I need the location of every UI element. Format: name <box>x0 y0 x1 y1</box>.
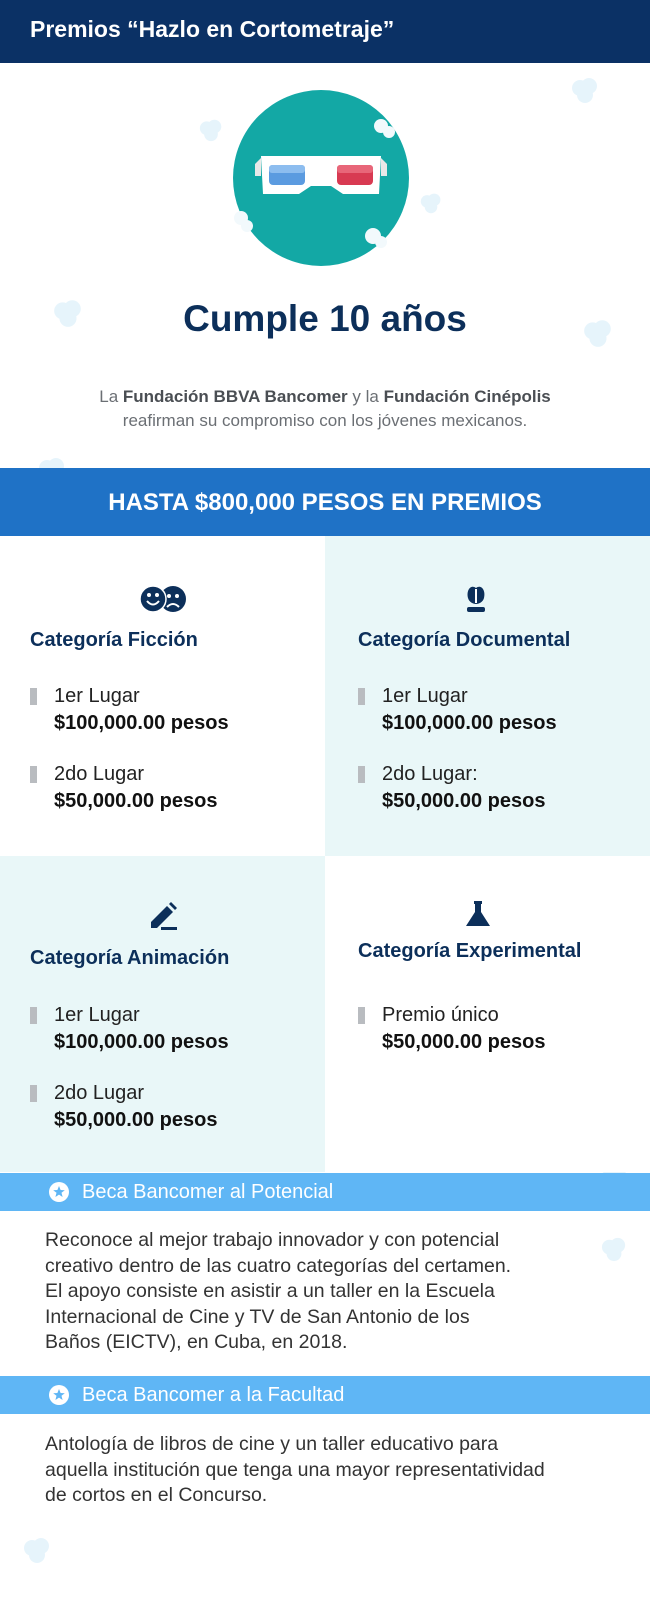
prize-place: Premio único <box>382 1004 499 1026</box>
flask-icon <box>462 898 494 930</box>
prize-amount: $50,000.00 pesos <box>382 790 546 812</box>
bullet-mark <box>30 1085 37 1102</box>
prize-place: 2do Lugar <box>54 1082 145 1104</box>
3d-glasses-icon <box>233 90 409 266</box>
bullet-mark <box>30 766 37 783</box>
popcorn-icon <box>419 192 443 214</box>
prize-amount: $50,000.00 pesos <box>382 1031 546 1053</box>
prize-amount: $100,000.00 pesos <box>54 712 229 734</box>
category-animacion <box>0 856 325 1172</box>
prize-amount: $100,000.00 pesos <box>54 1031 229 1053</box>
header-bar <box>0 0 650 63</box>
category-title: Categoría Animación <box>30 947 230 969</box>
prize-amount: $100,000.00 pesos <box>382 712 557 734</box>
page-title: Premios “Hazlo en Cortometraje” <box>30 16 395 42</box>
category-ficcion <box>0 536 325 856</box>
prize-place: 1er Lugar <box>54 1004 140 1026</box>
category-documental <box>325 536 650 856</box>
beca-bar-facultad <box>0 1376 650 1414</box>
bullet-mark <box>30 1007 37 1024</box>
intro-text: La Fundación BBVA Bancomer y la Fundación Cinépolis reafirman su compromiso con los jóvenes mexicanos. <box>99 387 551 430</box>
category-experimental <box>325 856 650 1172</box>
beca-description: Reconoce al mejor trabajo innovador y con potencial creativo dentro de las cuatro categorías del certamen. El apoyo consiste en asistir a un taller en la Escuela Internacional de Cine y TV de San Antonio de los Baños (EICTV), en Cuba, en 2018. <box>45 1229 512 1353</box>
category-title: Categoría Documental <box>358 629 571 651</box>
beca-title: Beca Bancomer al Potencial <box>82 1181 334 1203</box>
category-title: Categoría Experimental <box>358 940 582 962</box>
beca-bar-potencial <box>0 1173 650 1211</box>
prize-place: 2do Lugar <box>54 763 145 785</box>
prize-place: 1er Lugar <box>382 685 468 707</box>
popcorn-icon <box>198 118 224 142</box>
star-icon <box>49 1182 69 1202</box>
category-title: Categoría Ficción <box>30 629 198 651</box>
prize-amount: $50,000.00 pesos <box>54 1109 218 1131</box>
prize-place: 2do Lugar: <box>382 763 478 785</box>
theater-masks-icon <box>139 583 187 615</box>
popcorn-icon <box>22 1536 52 1564</box>
pencil-icon <box>147 900 179 932</box>
prize-banner <box>0 468 650 536</box>
beca-description: Antología de libros de cine y un taller educativo para aquella institución que tenga una mayor representatividad de cortos en el Concurso. <box>45 1433 545 1506</box>
popcorn-icon <box>570 76 600 104</box>
bullet-mark <box>358 766 365 783</box>
main-heading: Cumple 10 años <box>183 298 467 339</box>
star-icon <box>49 1385 69 1405</box>
bullet-mark <box>30 688 37 705</box>
prize-amount: $50,000.00 pesos <box>54 790 218 812</box>
tulip-icon <box>463 584 489 614</box>
bullet-mark <box>358 1007 365 1024</box>
bullet-mark <box>358 688 365 705</box>
prize-banner-text: HASTA $800,000 PESOS EN PREMIOS <box>108 489 542 516</box>
beca-title: Beca Bancomer a la Facultad <box>82 1384 345 1406</box>
prize-place: 1er Lugar <box>54 685 140 707</box>
